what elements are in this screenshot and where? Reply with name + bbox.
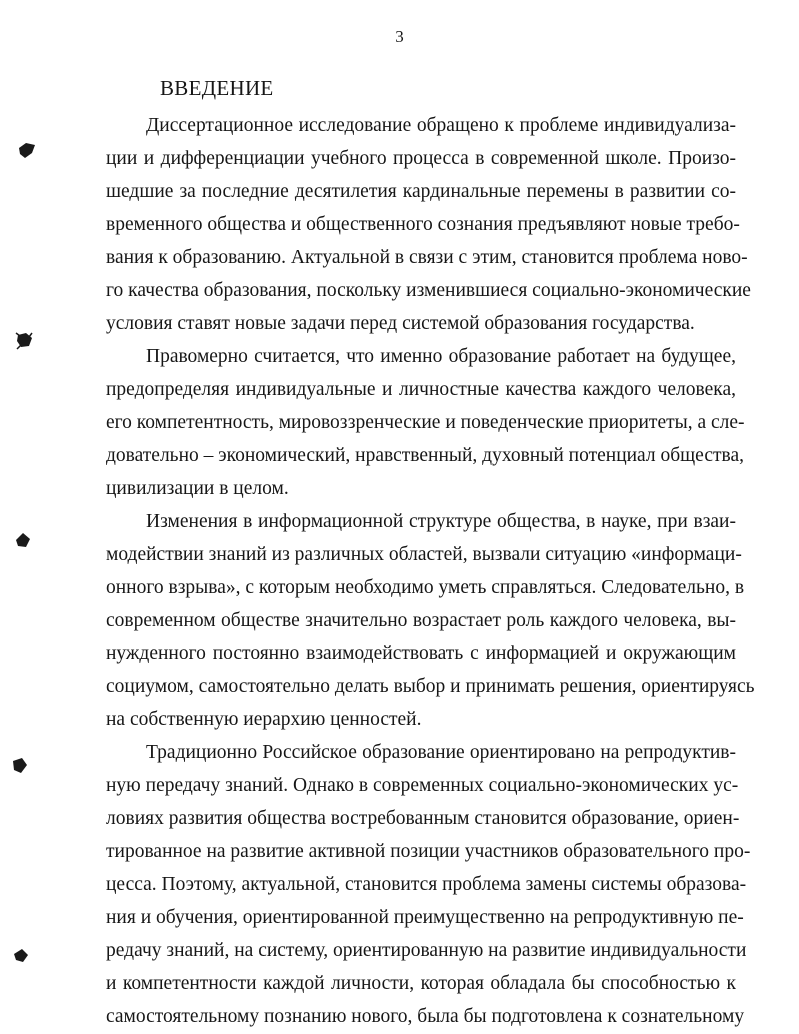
section-heading: ВВЕДЕНИЕ (160, 76, 274, 100)
text-line: вания к образованию. Актуальной в связи с этим, становится проблема ново- (106, 247, 748, 268)
text-line: его компетентность, мировоззренческие и поведенческие приоритеты, а сле- (106, 412, 745, 433)
text-line: ции и дифференциации учебного процесса в современной школе. Произо- (106, 148, 736, 169)
text-line: нужденного постоянно взаимодействовать с информацией и окружающим (106, 643, 736, 664)
text-line: условия ставят новые задачи перед системой образования государства. (106, 313, 695, 334)
text-line: Традиционно Российское образование ориентировано на репродуктив- (146, 742, 736, 763)
page-number: 3 (395, 27, 404, 46)
text-line: онного взрыва», с которым необходимо уметь справляться. Следовательно, в (106, 577, 745, 598)
text-line: и компетентности каждой личности, которая обладала бы способностью к (106, 973, 736, 994)
text-line: модействии знаний из различных областей, вызвали ситуацию «информаци- (106, 544, 742, 565)
text-line: Правомерно считается, что именно образование работает на будущее, (146, 346, 736, 367)
text-line: временного общества и общественного сознания предъявляют новые требо- (106, 214, 740, 235)
text-line: Диссертационное исследование обращено к проблеме индивидуализа- (146, 115, 736, 136)
text-line: современном обществе значительно возрастает роль каждого человека, вы- (106, 610, 736, 631)
text-line: редачу знаний, на систему, ориентированную на развитие индивидуальности (106, 940, 747, 961)
text-line: шедшие за последние десятилетия кардинальные перемены в развитии со- (106, 181, 736, 202)
text-line: ную передачу знаний. Однако в современных социально-экономических ус- (106, 775, 739, 796)
text-line: ловиях развития общества востребованным становится образование, ориен- (106, 808, 740, 829)
binding-mark-5 (10, 945, 32, 967)
text-line: Изменения в информационной структуре общества, в науке, при взаи- (146, 511, 736, 532)
text-line: ния и обучения, ориентированной преимущественно на репродуктивную пе- (106, 907, 744, 928)
text-line: социумом, самостоятельно делать выбор и принимать решения, ориентируясь (106, 676, 755, 697)
text-line: тированное на развитие активной позиции участников образовательного про- (106, 841, 751, 862)
binding-mark-2 (14, 330, 36, 352)
text-line: цесса. Поэтому, актуальной, становится проблема замены системы образова- (106, 874, 747, 895)
binding-mark-4 (8, 755, 30, 777)
text-line: цивилизации в целом. (106, 478, 289, 499)
text-line: предопределяя индивидуальные и личностные качества каждого человека, (106, 379, 736, 400)
text-line: го качества образования, поскольку изменившиеся социально-экономические (106, 280, 751, 301)
binding-mark-3 (12, 530, 34, 552)
text-line: на собственную иерархию ценностей. (106, 709, 422, 730)
text-line: самостоятельному познанию нового, была бы подготовлена к сознательному (106, 1006, 745, 1027)
binding-mark-1 (16, 140, 38, 162)
text-line: довательно – экономический, нравственный, духовный потенциал общества, (106, 445, 744, 466)
